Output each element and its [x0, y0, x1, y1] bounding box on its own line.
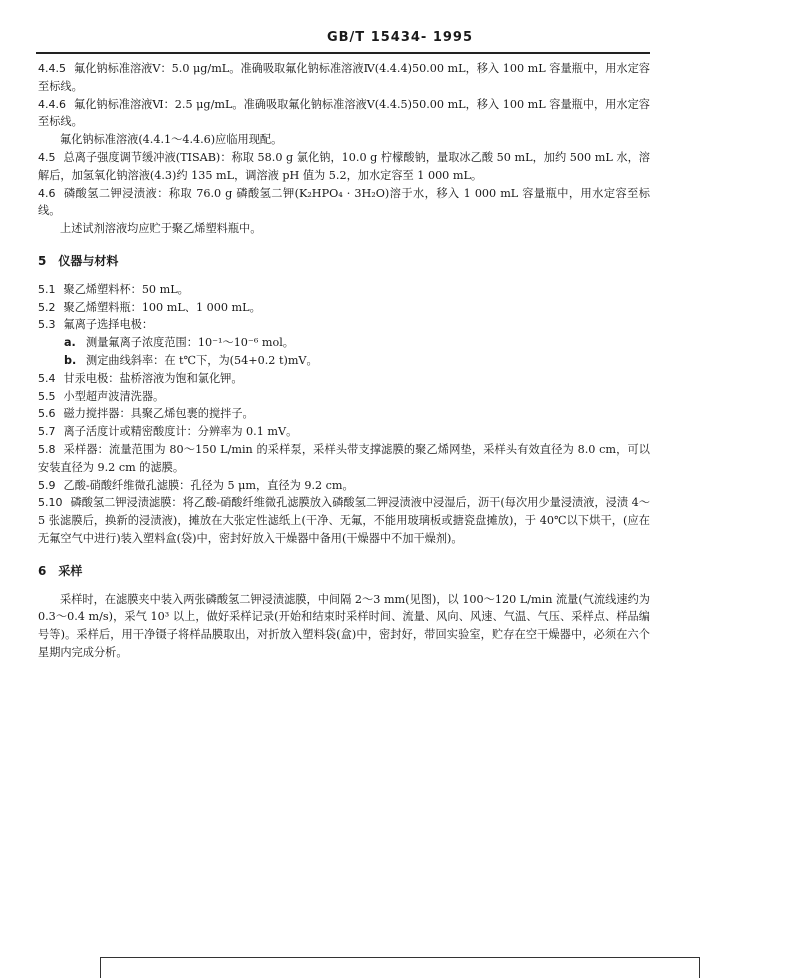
clause-number: 4.5	[38, 150, 56, 164]
footer-frame	[100, 957, 700, 978]
section-title: 采样	[58, 563, 83, 578]
clause-list-4-4	[38, 60, 650, 131]
clause	[38, 281, 650, 299]
clause	[38, 60, 650, 96]
clause-text: 聚乙烯塑料瓶：100 mL、1 000 mL。	[63, 300, 261, 314]
clause	[38, 149, 650, 185]
clause	[38, 388, 650, 406]
clause	[38, 441, 650, 477]
clause-text: 氟化钠标准溶液Ⅴ：5.0 μg/mL。准确吸取氟化钠标准溶液Ⅳ(4.4.4)50.00 mL，移入 100 mL 容量瓶中，用水定容至标线。	[38, 62, 650, 93]
clause-text: 甘汞电极：盐桥溶液为饱和氯化钾。	[63, 371, 243, 385]
sub-item-text: 测定曲线斜率：在 t℃下，为(54+0.2 t)mV。	[86, 353, 318, 367]
clause-text: 乙酸-硝酸纤维微孔滤膜：孔径为 5 μm，直径为 9.2 cm。	[63, 478, 354, 492]
note-prepare: 氟化钠标准溶液(4.4.1～4.4.6)应临用现配。	[60, 133, 283, 147]
sub-item-text: 测量氟离子浓度范围：10⁻¹～10⁻⁶ mol。	[86, 336, 294, 350]
header-rule	[36, 52, 650, 54]
clause-text: 聚乙烯塑料杯：50 mL。	[63, 282, 189, 296]
clause-text: 磷酸氢二钾浸渍滤膜：将乙酸-硝酸纤维微孔滤膜放入磷酸氢二钾浸渍液中浸湿后，沥干(每次用少量浸渍液，浸渍 4～5 张滤膜后，换新的浸渍液)，摊放在大张定性滤纸上(干净、无氟，不能用玻璃板或搪瓷盘摊放)，于 40℃以下烘干，(应在无氟空气中进行)装入塑料盒(袋)中，密封好放入干燥器中备用(干燥器中不加干燥剂)。	[38, 496, 650, 545]
clause-text: 采样器：流量范围为 80～150 L/min 的采样泵，采样头带支撑滤膜的聚乙烯网垫，采样头有效直径为 8.0 cm，可以安装直径为 9.2 cm 的滤膜。	[38, 442, 650, 474]
clause-number: 5.3	[38, 318, 56, 332]
clause	[38, 299, 650, 317]
clause	[38, 316, 650, 334]
clause-number: 4.6	[38, 186, 56, 200]
clause	[38, 494, 650, 547]
clause-number: 5.8	[38, 442, 56, 456]
clause-number: 5.10	[38, 496, 63, 510]
clause-number: 5.7	[38, 425, 56, 439]
clause	[38, 477, 650, 495]
section-6-heading	[38, 563, 650, 581]
clause-number: 5.4	[38, 371, 56, 385]
sub-item	[38, 352, 650, 370]
document-body	[38, 60, 650, 662]
standard-code: GB/T 15434- 1995	[326, 30, 474, 45]
clause-number: 5.6	[38, 407, 56, 421]
sub-item-list	[38, 334, 650, 370]
section-number: 6	[38, 563, 47, 578]
note-store: 上述试剂溶液均应贮于聚乙烯塑料瓶中。	[60, 222, 262, 236]
clause-text: 磁力搅拌器：具聚乙烯包裹的搅拌子。	[63, 407, 254, 421]
clause-list-5-b	[38, 370, 650, 548]
clause	[38, 423, 650, 441]
clause	[38, 370, 650, 388]
clause-number: 4.4.5	[38, 62, 66, 75]
sub-item-label: b.	[64, 353, 77, 367]
clause-number: 5.5	[38, 389, 56, 403]
clause	[38, 405, 650, 423]
section-5-heading	[38, 253, 650, 271]
clause	[38, 96, 650, 132]
clause-text: 小型超声波清洗器。	[63, 389, 165, 403]
section-number: 5	[38, 253, 47, 268]
section-title: 仪器与材料	[58, 253, 119, 268]
clause-number: 5.2	[38, 300, 56, 314]
sampling-paragraph: 采样时，在滤膜夹中装入两张磷酸氢二钾浸渍滤膜，中间隔 2～3 mm(见图)，以 100～120 L/min 流量(气流线速约为 0.3～0.4 m/s)，采气 10³ 以上，做好采样记录(开始和结束时采样时间、流量、风向、风速、气温、气压、采样点、样品编号等)。采样后，用干净镊子将样品膜取出，对折放入塑料袋(盒)中，密封好，带回实验室，贮存在空干燥器中，必须在六个星期内完成分析。	[38, 592, 650, 659]
clause-text: 总离子强度调节缓冲液(TISAB)：称取 58.0 g 氯化钠，10.0 g 柠檬酸钠，量取冰乙酸 50 mL，加约 500 mL 水，溶解后，加氢氧化钠溶液(4.3)约 135 mL，调溶液 pH 值为 5.2，加水定容至 1 000 mL。	[38, 150, 650, 182]
clause-text: 氟化钠标准溶液Ⅵ：2.5 μg/mL。准确吸取氟化钠标准溶液Ⅴ(4.4.5)50.00 mL，移入 100 mL 容量瓶中，用水定容至标线。	[38, 97, 650, 129]
clause	[38, 185, 650, 221]
clause-number: 5.1	[38, 282, 56, 296]
sub-item-label: a.	[64, 336, 76, 350]
sub-item	[38, 334, 650, 352]
clause-text: 离子活度计或精密酸度计：分辨率为 0.1 mV。	[63, 425, 298, 439]
clause-text: 磷酸氢二钾浸渍液：称取 76.0 g 磷酸氢二钾(K₂HPO₄ · 3H₂O)溶于水，移入 1 000 mL 容量瓶中，用水定容至标线。	[38, 186, 650, 218]
clause-list-4-5	[38, 149, 650, 220]
clause-number: 4.4.6	[38, 97, 66, 111]
clause-list-5-a	[38, 281, 650, 334]
clause-text: 氟离子选择电极：	[63, 318, 154, 332]
clause-number: 5.9	[38, 478, 56, 492]
